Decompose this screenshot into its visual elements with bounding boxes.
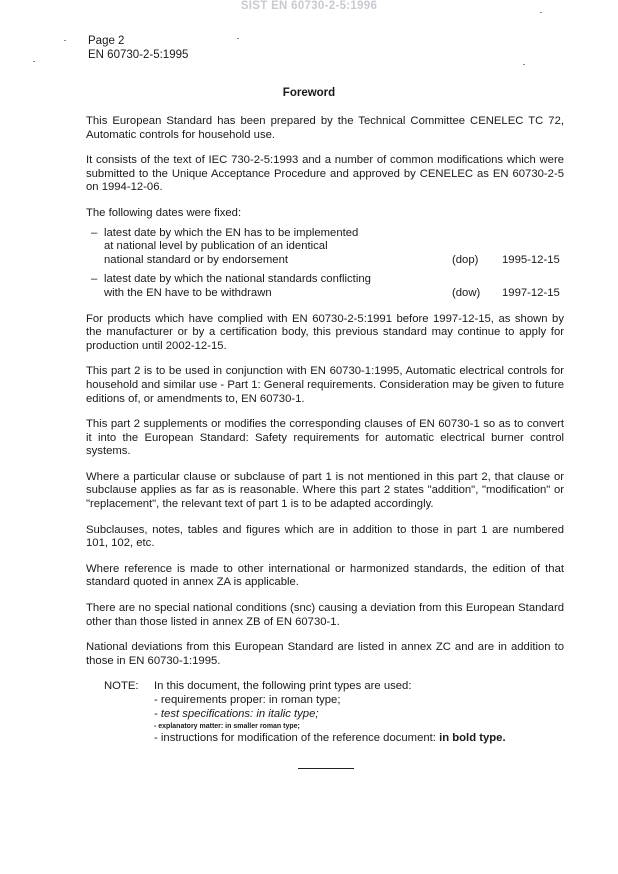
- date-item-text-line: at national level by publication of an identical: [104, 240, 328, 253]
- paragraph-national-deviations: National deviations from this European Standard are listed in annex ZC and are in addition to those in EN 60730-1:1995.: [86, 641, 564, 667]
- paragraph-previous-standard: For products which have complied with EN 60730-2-5:1991 before 1997-12-15, as shown by the manufacturer or by a certification body, this previous standard may continue to apply for production until 2002-12-15.: [86, 312, 564, 352]
- dash-marker: –: [91, 226, 98, 239]
- date-item-text-line: latest date by which the national standards conflicting: [104, 273, 371, 286]
- paragraph-dates-intro: The following dates were fixed:: [86, 206, 242, 219]
- paragraph-national-conditions: There are no special national conditions (snc) causing a deviation from this European Standard other than those listed in annex ZB of EN 60730-1.: [86, 602, 564, 628]
- scan-speck: [523, 64, 525, 65]
- date-value: 1995-12-15: [502, 253, 560, 266]
- paragraph-conjunction: This part 2 is to be used in conjunction with EN 60730-1:1995, Automatic electrical controls for household and similar use - Part 1: General requirements. Consideration may be given to future editions of, or amendments to, EN 60730-1.: [86, 365, 564, 405]
- page-title: Foreword: [282, 87, 336, 99]
- paragraph-prepared-by: This European Standard has been prepared by the Technical Committee CENELEC TC 72, Automatic controls for household use.: [86, 115, 564, 141]
- note-item-roman: - requirements proper: in roman type;: [154, 694, 341, 706]
- note-item-bold: [154, 732, 564, 746]
- date-item-text-line: with the EN have to be withdrawn: [104, 286, 272, 299]
- date-item-dow: [86, 273, 564, 300]
- scan-speck: [237, 38, 239, 39]
- note-item-italic: - test specifications: in italic type;: [154, 707, 319, 720]
- standard-number: EN 60730-2-5:1995: [88, 49, 189, 61]
- print-types-note: [86, 680, 564, 745]
- scan-speck: [540, 12, 542, 13]
- date-item-dop: [86, 227, 564, 268]
- scan-speck: [64, 40, 66, 41]
- paragraph-consists-of: It consists of the text of IEC 730-2-5:1993 and a number of common modifications which were submitted to the Unique Acceptance Procedure and approved by CENELEC as EN 60730-2-5 on 1994-12-06.: [86, 154, 564, 194]
- date-item-text-line: latest date by which the EN has to be implemented: [104, 226, 359, 239]
- note-item-bold-prefix: - instructions for modification of the reference document:: [154, 732, 440, 745]
- date-item-text-line: national standard or by endorsement: [104, 253, 289, 266]
- date-code: (dop): [452, 253, 479, 266]
- note-intro: In this document, the following print types are used:: [154, 680, 412, 693]
- page-number: Page 2: [88, 35, 125, 47]
- paragraph-numbering: Subclauses, notes, tables and figures which are in addition to those in part 1 are numbered 101, 102, etc.: [86, 523, 564, 550]
- end-rule: [298, 768, 354, 769]
- watermark: SIST EN 60730-2-5:1996: [240, 0, 378, 12]
- scan-speck: [33, 61, 35, 62]
- note-label: NOTE:: [104, 680, 139, 693]
- note-item-bold-text: in bold type.: [439, 732, 506, 745]
- paragraph-references: Where reference is made to other international or harmonized standards, the edition of that standard quoted in annex ZA is applicable.: [86, 562, 564, 589]
- paragraph-supplements: This part 2 supplements or modifies the corresponding clauses of EN 60730-1 so as to convert it into the European Standard: Safety requirements for automatic electrical burner control systems.: [86, 418, 564, 458]
- paragraph-clause-applicability: Where a particular clause or subclause of part 1 is not mentioned in this part 2, that clause or subclause applies as far as is reasonable. Where this part 2 states "addition", "modification" or "replacement", the relevant text of part 1 is to be adapted accordingly.: [86, 470, 564, 511]
- note-item-small: - explanatory matter: in smaller roman type;: [154, 723, 300, 731]
- page-header: [88, 34, 188, 62]
- dash-marker: –: [91, 273, 98, 286]
- date-value: 1997-12-15: [502, 286, 560, 299]
- date-code: (dow): [452, 286, 481, 299]
- foreword-body: [86, 115, 564, 746]
